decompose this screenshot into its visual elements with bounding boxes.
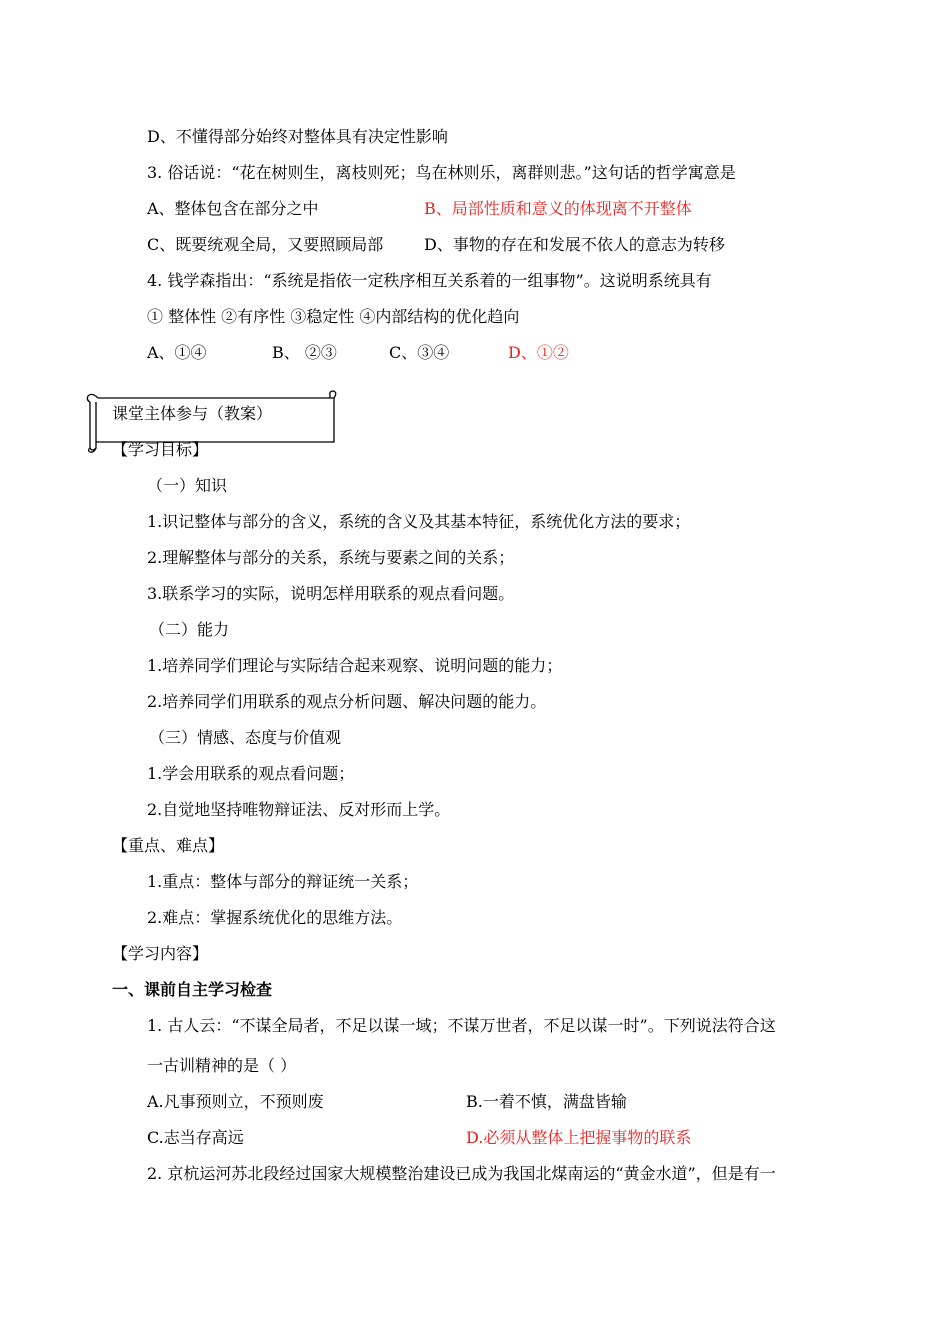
ability-item-2: 2.培养同学们用联系的观点分析问题、解决问题的能力。 xyxy=(147,692,547,711)
p1-option-c: C.志当存高远 xyxy=(147,1128,244,1147)
q4-option-a: A、①④ xyxy=(147,343,207,362)
knowledge-item-3: 3.联系学习的实际，说明怎样用联系的观点看问题。 xyxy=(147,584,515,603)
knowledge-item-2: 2.理解整体与部分的关系，系统与要素之间的关系； xyxy=(147,548,515,567)
knowledge-item-1: 1.识记整体与部分的含义，系统的含义及其基本特征，系统优化方法的要求； xyxy=(147,512,691,531)
q3-option-b-answer: B、局部性质和意义的体现离不开整体 xyxy=(424,199,692,218)
q2-option-d: D、不懂得部分始终对整体具有决定性影响 xyxy=(147,127,448,146)
p1-stem-line-1: 1. 古人云：“不谋全局者，不足以谋一域；不谋万世者，不足以谋一时”。下列说法符合这 xyxy=(147,1016,776,1035)
q4-items: ① 整体性 ②有序性 ③稳定性 ④内部结构的优化趋向 xyxy=(147,307,520,326)
q4-option-c: C、③④ xyxy=(389,343,450,362)
q3-option-a: A、整体包含在部分之中 xyxy=(147,199,319,218)
q4-stem: 4. 钱学森指出：“系统是指依一定秩序相互关系着的一组事物”。这说明系统具有 xyxy=(147,271,712,290)
emotion-item-2: 2.自觉地坚持唯物辩证法、反对形而上学。 xyxy=(147,800,451,819)
p2-stem: 2. 京杭运河苏北段经过国家大规模整治建设已成为我国北煤南运的“黄金水道”，但是有一 xyxy=(147,1164,776,1183)
emotion-header: （三）情感、态度与价值观 xyxy=(149,728,342,747)
emotion-item-1: 1.学会用联系的观点看问题； xyxy=(147,764,355,783)
key-point-2: 2.难点：掌握系统优化的思维方法。 xyxy=(147,908,403,927)
key-points-header: 【重点、难点】 xyxy=(112,836,225,855)
key-point-1: 1.重点：整体与部分的辩证统一关系； xyxy=(147,872,419,891)
p1-option-d-answer: D.必须从整体上把握事物的联系 xyxy=(466,1128,692,1147)
q4-option-b: B、 ②③ xyxy=(272,343,337,362)
q3-option-d: D、事物的存在和发展不依人的意志为转移 xyxy=(424,235,725,254)
knowledge-header: （一）知识 xyxy=(147,476,228,495)
q3-option-c: C、既要统观全局，又要照顾局部 xyxy=(147,235,384,254)
learning-goals-header: 【学习目标】 xyxy=(112,440,209,459)
section-1-heading: 一、课前自主学习检查 xyxy=(112,980,273,999)
scroll-title: 课堂主体参与（教案） xyxy=(112,404,273,423)
q4-option-d-answer: D、①② xyxy=(508,343,569,362)
learning-content-header: 【学习内容】 xyxy=(112,944,209,963)
p1-option-a: A.凡事预则立，不预则废 xyxy=(147,1092,324,1111)
ability-item-1: 1.培养同学们理论与实际结合起来观察、说明问题的能力； xyxy=(147,656,563,675)
p1-option-b: B.一着不慎，满盘皆输 xyxy=(466,1092,627,1111)
p1-stem-line-2: 一古训精神的是（ ） xyxy=(147,1056,297,1075)
q3-stem: 3. 俗话说：“花在树则生，离枝则死；鸟在林则乐，离群则悲。”这句话的哲学寓意是 xyxy=(147,163,736,182)
ability-header: （二）能力 xyxy=(149,620,230,639)
